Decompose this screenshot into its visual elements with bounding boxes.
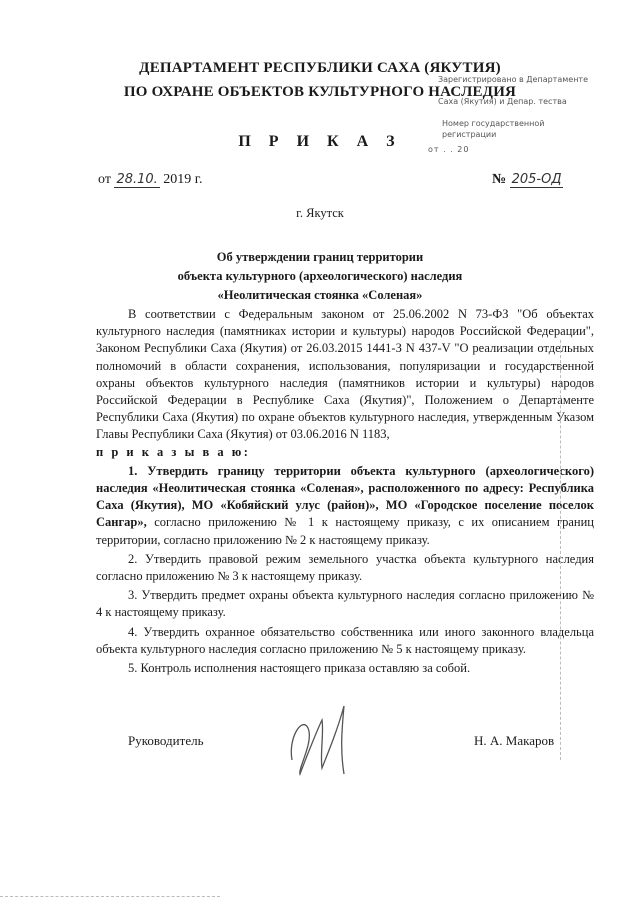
document-title: П Р И К А З [238, 133, 402, 150]
subject-line: Об утверждении границ территории [216, 250, 424, 264]
number-prefix: № [492, 172, 507, 187]
date-handwritten: 28.10. [116, 172, 158, 187]
stamp-line: Зарегистрировано в Департаменте [438, 75, 588, 84]
number-handwritten: 205-ОД [511, 172, 562, 187]
stamp-line: Саха (Якутия) и Депар. тества [438, 97, 567, 106]
stamp-line: Номер государственной регистрации [442, 119, 545, 139]
order-item-2: 2. Утвердить правовой режим земельного участка объекта культурного наследия согласно приложению № 3 к настоящему приказу. [96, 551, 594, 584]
department-name-line1: ДЕПАРТАМЕНТ РЕСПУБЛИКИ САХА (ЯКУТИЯ) [139, 60, 501, 76]
department-name-line2: ПО ОХРАНЕ ОБЪЕКТОВ КУЛЬТУРНОГО НАСЛЕДИЯ [123, 84, 517, 100]
subject-line: объекта культурного (археологического) наследия [177, 269, 463, 283]
order-date [98, 172, 202, 188]
order-item-3: 3. Утвердить предмет охраны объекта культурного наследия согласно приложению № 4 к настоящему приказу. [96, 588, 594, 620]
order-item-1 [96, 463, 594, 549]
date-year: 2019 г. [163, 172, 203, 187]
scan-edge-line [560, 340, 562, 760]
stamp-line: от . . 20 [428, 145, 470, 154]
date-prefix: от [98, 172, 111, 187]
scan-footer-line [0, 896, 220, 897]
handwritten-signature [278, 698, 368, 778]
order-item-4: 4. Утвердить охранное обязательство собственника или иного законного владельца объекта культурного наследия согласно приложению № 5 к настоящему приказу. [96, 624, 594, 656]
order-body [96, 306, 594, 677]
preamble-paragraph: В соответствии с Федеральным законом от 25.06.2002 N 73-ФЗ "Об объектах культурного наследия (памятниках истории и культуры) народов Российской Федерации", Законом Республики Саха (Якутия) от 26.03.2015 1441-З N 437-V "О реализации отдельных полномочий в области сохранения, использования, популяризации и государственной охраны объектов культурного наследия (памятников истории и культуры) народов Российской Федерации в Республике Саха (Якутия)", Положением о Департаменте Республики Саха (Якутия) по охране объектов культурного наследия, утвержденным Указом Главы Республики Саха (Якутия) от 03.06.2016 N 1183, [96, 307, 594, 442]
order-item-5: 5. Контроль исполнения настоящего приказа оставляю за собой. [128, 661, 471, 676]
item-1-bold: 1. Утвердить границу территории объекта культурного (археологического) наследия «Неолитическая стоянка «Соленая», расположенного по адресу: Республика Саха (Якутия), МО «Кобяйский улус (район)», МО «Городское поселение поселок Сангар», [96, 463, 594, 530]
order-word: п р и к а з ы в а ю: [96, 444, 251, 459]
item-1-rest: согласно приложению № 1 к настоящему приказу, с их описанием границ территории, согласно приложению № 2 к настоящему приказу. [96, 515, 594, 547]
order-subject [0, 248, 640, 305]
signatory-name: Н. А. Макаров [474, 733, 555, 748]
subject-line: «Неолитическая стоянка «Соленая» [217, 288, 423, 302]
signatory-position: Руководитель [128, 733, 204, 748]
order-number [492, 172, 563, 188]
city: г. Якутск [296, 206, 344, 220]
